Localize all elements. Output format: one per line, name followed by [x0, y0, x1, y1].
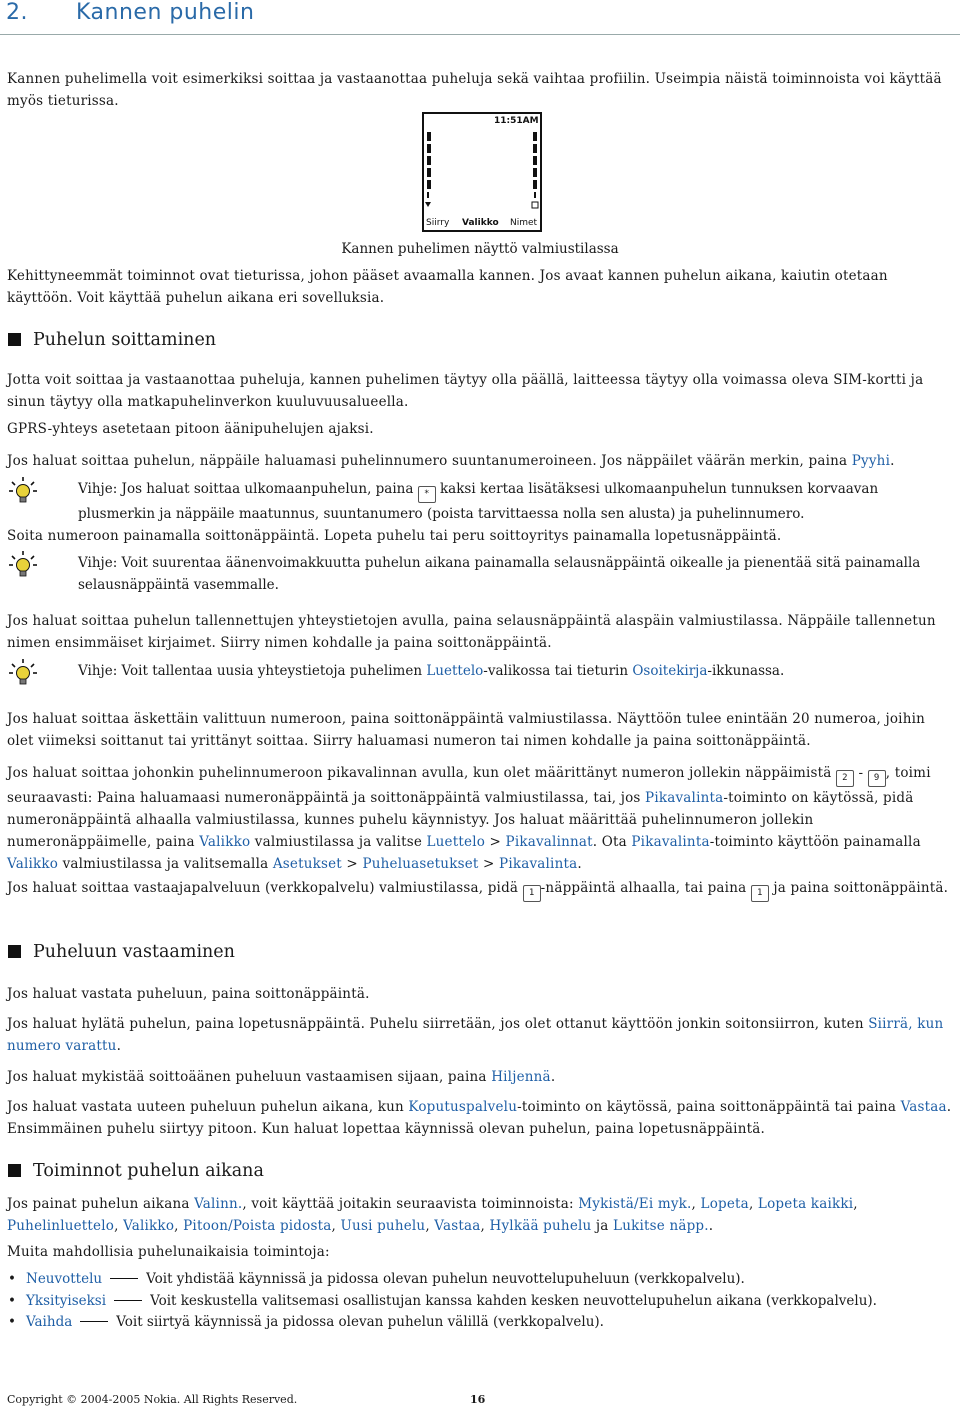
option-link[interactable]: Valikko	[123, 1218, 175, 1234]
link-pikavalinta[interactable]: Pikavalinta	[645, 790, 724, 806]
em-dash	[114, 1300, 142, 1301]
em-dash	[110, 1278, 138, 1279]
link-vastaa[interactable]: Vastaa	[900, 1099, 947, 1115]
hint-contacts: Vihje: Voit tallentaa uusia yhteystietoja puhelimen Luettelo-valikossa tai tieturin Osoitekirja-ikkunassa.	[78, 663, 785, 679]
phone-clock: 11:51AM	[494, 116, 539, 126]
footer-copyright: Copyright © 2004-2005 Nokia. All Rights Reserved.	[7, 1393, 298, 1406]
link-pikavalinta[interactable]: Pikavalinta	[631, 834, 710, 850]
option-link[interactable]: Mykistä/Ei myk.	[578, 1196, 692, 1212]
page-number: 16	[470, 1393, 486, 1406]
advanced-paragraph: Kehittyneemmät toiminnot ovat tieturissa, johon pääset avaamalla kannen. Jos avaat kannen puhelun aikana, kaiutin otetaan käyttöön. Voit käyttää puhelun aikana eri sovelluksia.	[7, 268, 888, 306]
bullet-icon: •	[8, 1271, 16, 1287]
link-lukitse-napp[interactable]: Lukitse näpp.	[613, 1218, 709, 1234]
chapter-title: Kannen puhelin	[76, 0, 255, 25]
right-softkey: Nimet	[510, 218, 538, 228]
section-heading-calling	[8, 330, 216, 350]
section-square-icon	[8, 945, 21, 958]
link-koputuspalvelu[interactable]: Koputuspalvelu	[408, 1099, 518, 1115]
chapter-number: 2.	[6, 0, 28, 25]
star-key-icon: *	[418, 486, 436, 503]
key-1-icon: 1	[751, 885, 769, 902]
section-title: Toiminnot puhelun aikana	[33, 1161, 264, 1181]
key-9-icon: 9	[868, 770, 886, 787]
left-softkey: Siirry	[426, 218, 450, 228]
section-heading-during-call	[8, 1161, 264, 1181]
phone-display	[424, 114, 540, 230]
hint-international: Vihje: Jos haluat soittaa ulkomaanpuhelun, paina * kaksi kertaa lisätäksesi ulkomaanpuhelun tunnuksen korvaavan plusmerkin ja näppäile maatunnus, suuntanumero (poista tarvittaessa nolla sen alusta) ja puhelinnumero.	[78, 481, 879, 522]
answering-paragraph-1: Jos haluat vastata puheluun, paina soittonäppäintä.	[7, 986, 370, 1002]
heading-rule	[0, 34, 960, 35]
link-siirra-kun-numero-varattu[interactable]: Siirrä, kun numero varattu	[7, 1016, 944, 1054]
chapter-heading	[6, 0, 254, 25]
calling-paragraph-4: Soita numeroon painamalla soittonäppäintä. Lopeta puhelu tai peru soittoyritys painamalla lopetusnäppäintä.	[7, 528, 782, 544]
link-luettelo[interactable]: Luettelo	[426, 663, 484, 679]
during-call-paragraph-2: Muita mahdollisia puhelunaikaisia toimintoja:	[7, 1244, 330, 1260]
figure-caption: Kannen puhelimen näyttö valmiustilassa	[341, 241, 619, 257]
option-link[interactable]: Vastaa	[434, 1218, 481, 1234]
calling-paragraph-5: Jos haluat soittaa puhelun tallennettujen yhteystietojen avulla, paina selausnäppäintä alaspäin valmiustilassa. Näppäile tallennetun nimen ensimmäiset kirjaimet. Siirry nimen kohdalle ja paina soittonäppäintä.	[7, 613, 936, 651]
link-valikko[interactable]: Valikko	[199, 834, 251, 850]
bullet-icon: •	[8, 1293, 16, 1309]
lightbulb-icon	[8, 476, 38, 506]
link-neuvottelu[interactable]: Neuvottelu	[26, 1271, 103, 1287]
bullet-icon: •	[8, 1314, 16, 1330]
option-link[interactable]: Puhelinluettelo	[7, 1218, 115, 1234]
link-hiljenna[interactable]: Hiljennä	[491, 1069, 551, 1085]
key-1-icon: 1	[523, 885, 541, 902]
option-link[interactable]: Uusi puhelu	[340, 1218, 426, 1234]
option-link[interactable]: Lopeta	[700, 1196, 749, 1212]
list-item: • Neuvottelu Voit yhdistää käynnissä ja pidossa olevan puhelun neuvottelupuheluun (verkkopalvelu).	[8, 1268, 954, 1290]
calling-paragraph-3: Jos haluat soittaa puhelun, näppäile haluamasi puhelinnumero suuntanumeroineen. Jos näppäilet väärän merkin, paina Pyyhi.	[7, 453, 895, 469]
section-title: Puhelun soittaminen	[33, 330, 217, 350]
center-softkey: Valikko	[462, 218, 499, 228]
link-pyyhi[interactable]: Pyyhi	[851, 453, 891, 469]
calling-paragraph-6: Jos haluat soittaa äskettäin valittuun numeroon, paina soittonäppäintä valmiustilassa. Näyttöön tulee enintään 20 numeroa, joihin olet viimeksi soittanut tai yrittänyt soittaa. Siirry haluamasi numeron tai nimen kohdalle ja paina soittonäppäintä.	[7, 711, 926, 749]
lightbulb-icon	[8, 550, 38, 580]
calling-paragraph-1: Jotta voit soittaa ja vastaanottaa puheluja, kannen puhelimen täytyy olla päällä, laitteessa täytyy olla voimassa oleva SIM-kortti ja sinun täytyy olla matkapuhelinverkon kuuluvuusalueella.	[7, 372, 924, 410]
answering-paragraph-3: Jos haluat mykistää soittoäänen puheluun vastaamisen sijaan, paina Hiljennä.	[7, 1069, 556, 1085]
list-item: • Vaihda Voit siirtyä käynnissä ja pidossa olevan puhelun välillä (verkkopalvelu).	[8, 1311, 954, 1333]
link-valinn[interactable]: Valinn.	[194, 1196, 243, 1212]
link-pikavalinta[interactable]: Pikavalinta	[499, 856, 578, 872]
option-link[interactable]: Pitoon/Poista pidosta	[183, 1218, 332, 1234]
answering-paragraph-2: Jos haluat hylätä puhelun, paina lopetusnäppäintä. Puhelu siirretään, jos olet ottanut käyttöön jonkin soitonsiirron, kuten Siirrä, kun numero varattu.	[7, 1016, 944, 1054]
section-title: Puheluun vastaaminen	[33, 942, 235, 962]
hint-volume: Vihje: Voit suurentaa äänenvoimakkuutta puhelun aikana painamalla selausnäppäintä oikealle ja pienentää sitä painamalla selausnäppäintä vasemmalle.	[78, 555, 921, 593]
section-square-icon	[8, 333, 21, 346]
link-valikko[interactable]: Valikko	[7, 856, 59, 872]
phone-screen-image	[422, 112, 542, 232]
answering-paragraph-4: Jos haluat vastata uuteen puheluun puhelun aikana, kun Koputuspalvelu-toiminto on käytössä, paina soittonäppäintä tai paina Vastaa. Ensimmäinen puhelu siirtyy pitoon. Kun haluat lopettaa käynnissä olevan puhelun, paina lopetusnäppäintä.	[7, 1099, 952, 1137]
link-vaihda[interactable]: Vaihda	[26, 1314, 73, 1330]
link-yksityiseksi[interactable]: Yksityiseksi	[26, 1293, 107, 1309]
intro-paragraph: Kannen puhelimella voit esimerkiksi soittaa ja vastaanottaa puheluja sekä vaihtaa profiilin. Useimpia näistä toiminnoista voi käyttää myös tieturissa.	[7, 71, 942, 109]
link-osoitekirja[interactable]: Osoitekirja	[632, 663, 708, 679]
during-call-paragraph-1: Jos painat puhelun aikana Valinn., voit käyttää joitakin seuraavista toiminnoista: Mykistä/Ei myk., Lopeta, Lopeta kaikki, Puhelinluettelo, Valikko, Pitoon/Poista pidosta, Uusi puhelu, Vastaa, Hylkää puhelu ja Lukitse näpp..	[7, 1196, 858, 1234]
em-dash	[80, 1321, 108, 1322]
calling-paragraph-8: Jos haluat soittaa vastaajapalveluun (verkkopalvelu) valmiustilassa, pidä 1 -näppäintä alhaalla, tai paina 1 ja paina soittonäppäintä.	[7, 877, 953, 902]
link-luettelo[interactable]: Luettelo	[426, 834, 486, 850]
key-2-icon: 2	[836, 770, 854, 787]
list-item: • Yksityiseksi Voit keskustella valitsemasi osallistujan kanssa kahden kesken neuvottelupuhelun aikana (verkkopalvelu).	[8, 1290, 954, 1312]
lightbulb-icon	[8, 658, 38, 688]
link-pikavalinnat[interactable]: Pikavalinnat	[505, 834, 593, 850]
link-puheluasetukset[interactable]: Puheluasetukset	[362, 856, 479, 872]
section-heading-answering	[8, 942, 235, 962]
option-link[interactable]: Lopeta kaikki	[757, 1196, 854, 1212]
section-square-icon	[8, 1164, 21, 1177]
calling-paragraph-2: GPRS-yhteys asetetaan pitoon äänipuhelujen ajaksi.	[7, 421, 374, 437]
option-link[interactable]: Hylkää puhelu	[489, 1218, 592, 1234]
calling-paragraph-7: Jos haluat soittaa johonkin puhelinnumeroon pikavalinnan avulla, kun olet määrittänyt numeron jollekin näppäimistä 2 - 9 , toimi seuraavasti: Paina haluamaasi numeronäppäintä ja soittonäppäintä valmiustilassa, tai, jos Pikavalinta-toiminto on käytössä, pidä numeronäppäintä alhaalla valmiustilassa, kunnes puhelu käynnistyy. Jos haluat määrittää puhelinnumeron jollekin numeronäppäimelle, paina Valikko valmiustilassa ja valitse Luettelo > Pikavalinnat. Ota Pikavalinta-toiminto käyttöön painamalla Valikko valmiustilassa ja valitsemalla Asetukset > Puheluasetukset > Pikavalinta.	[7, 765, 931, 872]
link-asetukset[interactable]: Asetukset	[272, 856, 342, 872]
